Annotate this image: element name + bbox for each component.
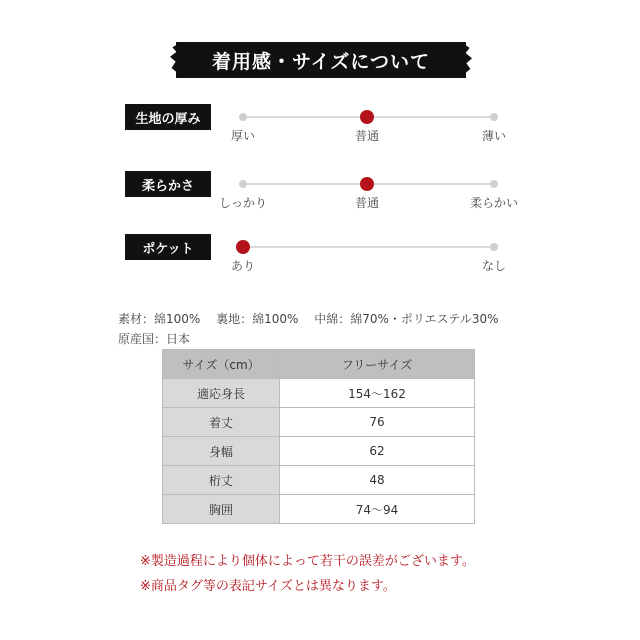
table-row-value: 74～94 — [280, 495, 475, 524]
table-row-label: 桁丈 — [163, 466, 280, 495]
note-text: ※製造過程により個体によって若干の誤差がございます。 — [140, 554, 475, 569]
rating-option: 薄い — [481, 129, 507, 143]
table-row-value: 62 — [280, 437, 475, 466]
table-row-value: 76 — [280, 408, 475, 437]
table-row-label: 適応身長 — [163, 379, 280, 408]
rating-dot — [490, 180, 498, 188]
note-text: ※商品タグ等の表記サイズとは異なります。 — [140, 579, 396, 594]
table-row-label: 身幅 — [163, 437, 280, 466]
rating-pocket — [0, 234, 640, 294]
table-row — [163, 437, 475, 466]
rating-dot — [239, 180, 247, 188]
table-row — [163, 495, 475, 524]
rating-dot — [490, 243, 498, 251]
rating-dot-selected — [360, 177, 374, 191]
origin-info: 原産国：日本 — [118, 332, 191, 346]
rating-label: 柔らかさ — [125, 171, 211, 197]
table-row-value: 48 — [280, 466, 475, 495]
rating-option: しっかり — [218, 196, 268, 210]
table-row — [163, 466, 475, 495]
table-row — [163, 379, 475, 408]
rating-option: 厚い — [230, 129, 256, 143]
size-table — [162, 349, 475, 524]
rating-option: 普通 — [354, 129, 380, 143]
rating-option: なし — [481, 259, 507, 273]
rating-dot-selected — [236, 240, 250, 254]
rating-option: 普通 — [354, 196, 380, 210]
table-header-cell: フリーサイズ — [280, 350, 475, 379]
rating-label: ポケット — [125, 234, 211, 260]
rating-dot — [239, 113, 247, 121]
rating-track — [243, 246, 495, 248]
rating-softness — [0, 171, 640, 231]
rating-option: 柔らかい — [469, 196, 519, 210]
table-row-label: 胸囲 — [163, 495, 280, 524]
material-info: 素材：綿100% 裏地：綿100% 中綿：綿70%・ポリエステル30% — [118, 312, 499, 326]
rating-label: 生地の厚み — [125, 104, 211, 130]
rating-thickness — [0, 104, 640, 164]
rating-dot — [490, 113, 498, 121]
table-header-row — [163, 350, 475, 379]
table-row-value: 154～162 — [280, 379, 475, 408]
table-row-label: 着丈 — [163, 408, 280, 437]
page-title: 着用感・サイズについて — [176, 42, 466, 78]
rating-dot-selected — [360, 110, 374, 124]
table-row — [163, 408, 475, 437]
rating-option: あり — [230, 259, 256, 273]
table-header-cell: サイズ（cm） — [163, 350, 280, 379]
